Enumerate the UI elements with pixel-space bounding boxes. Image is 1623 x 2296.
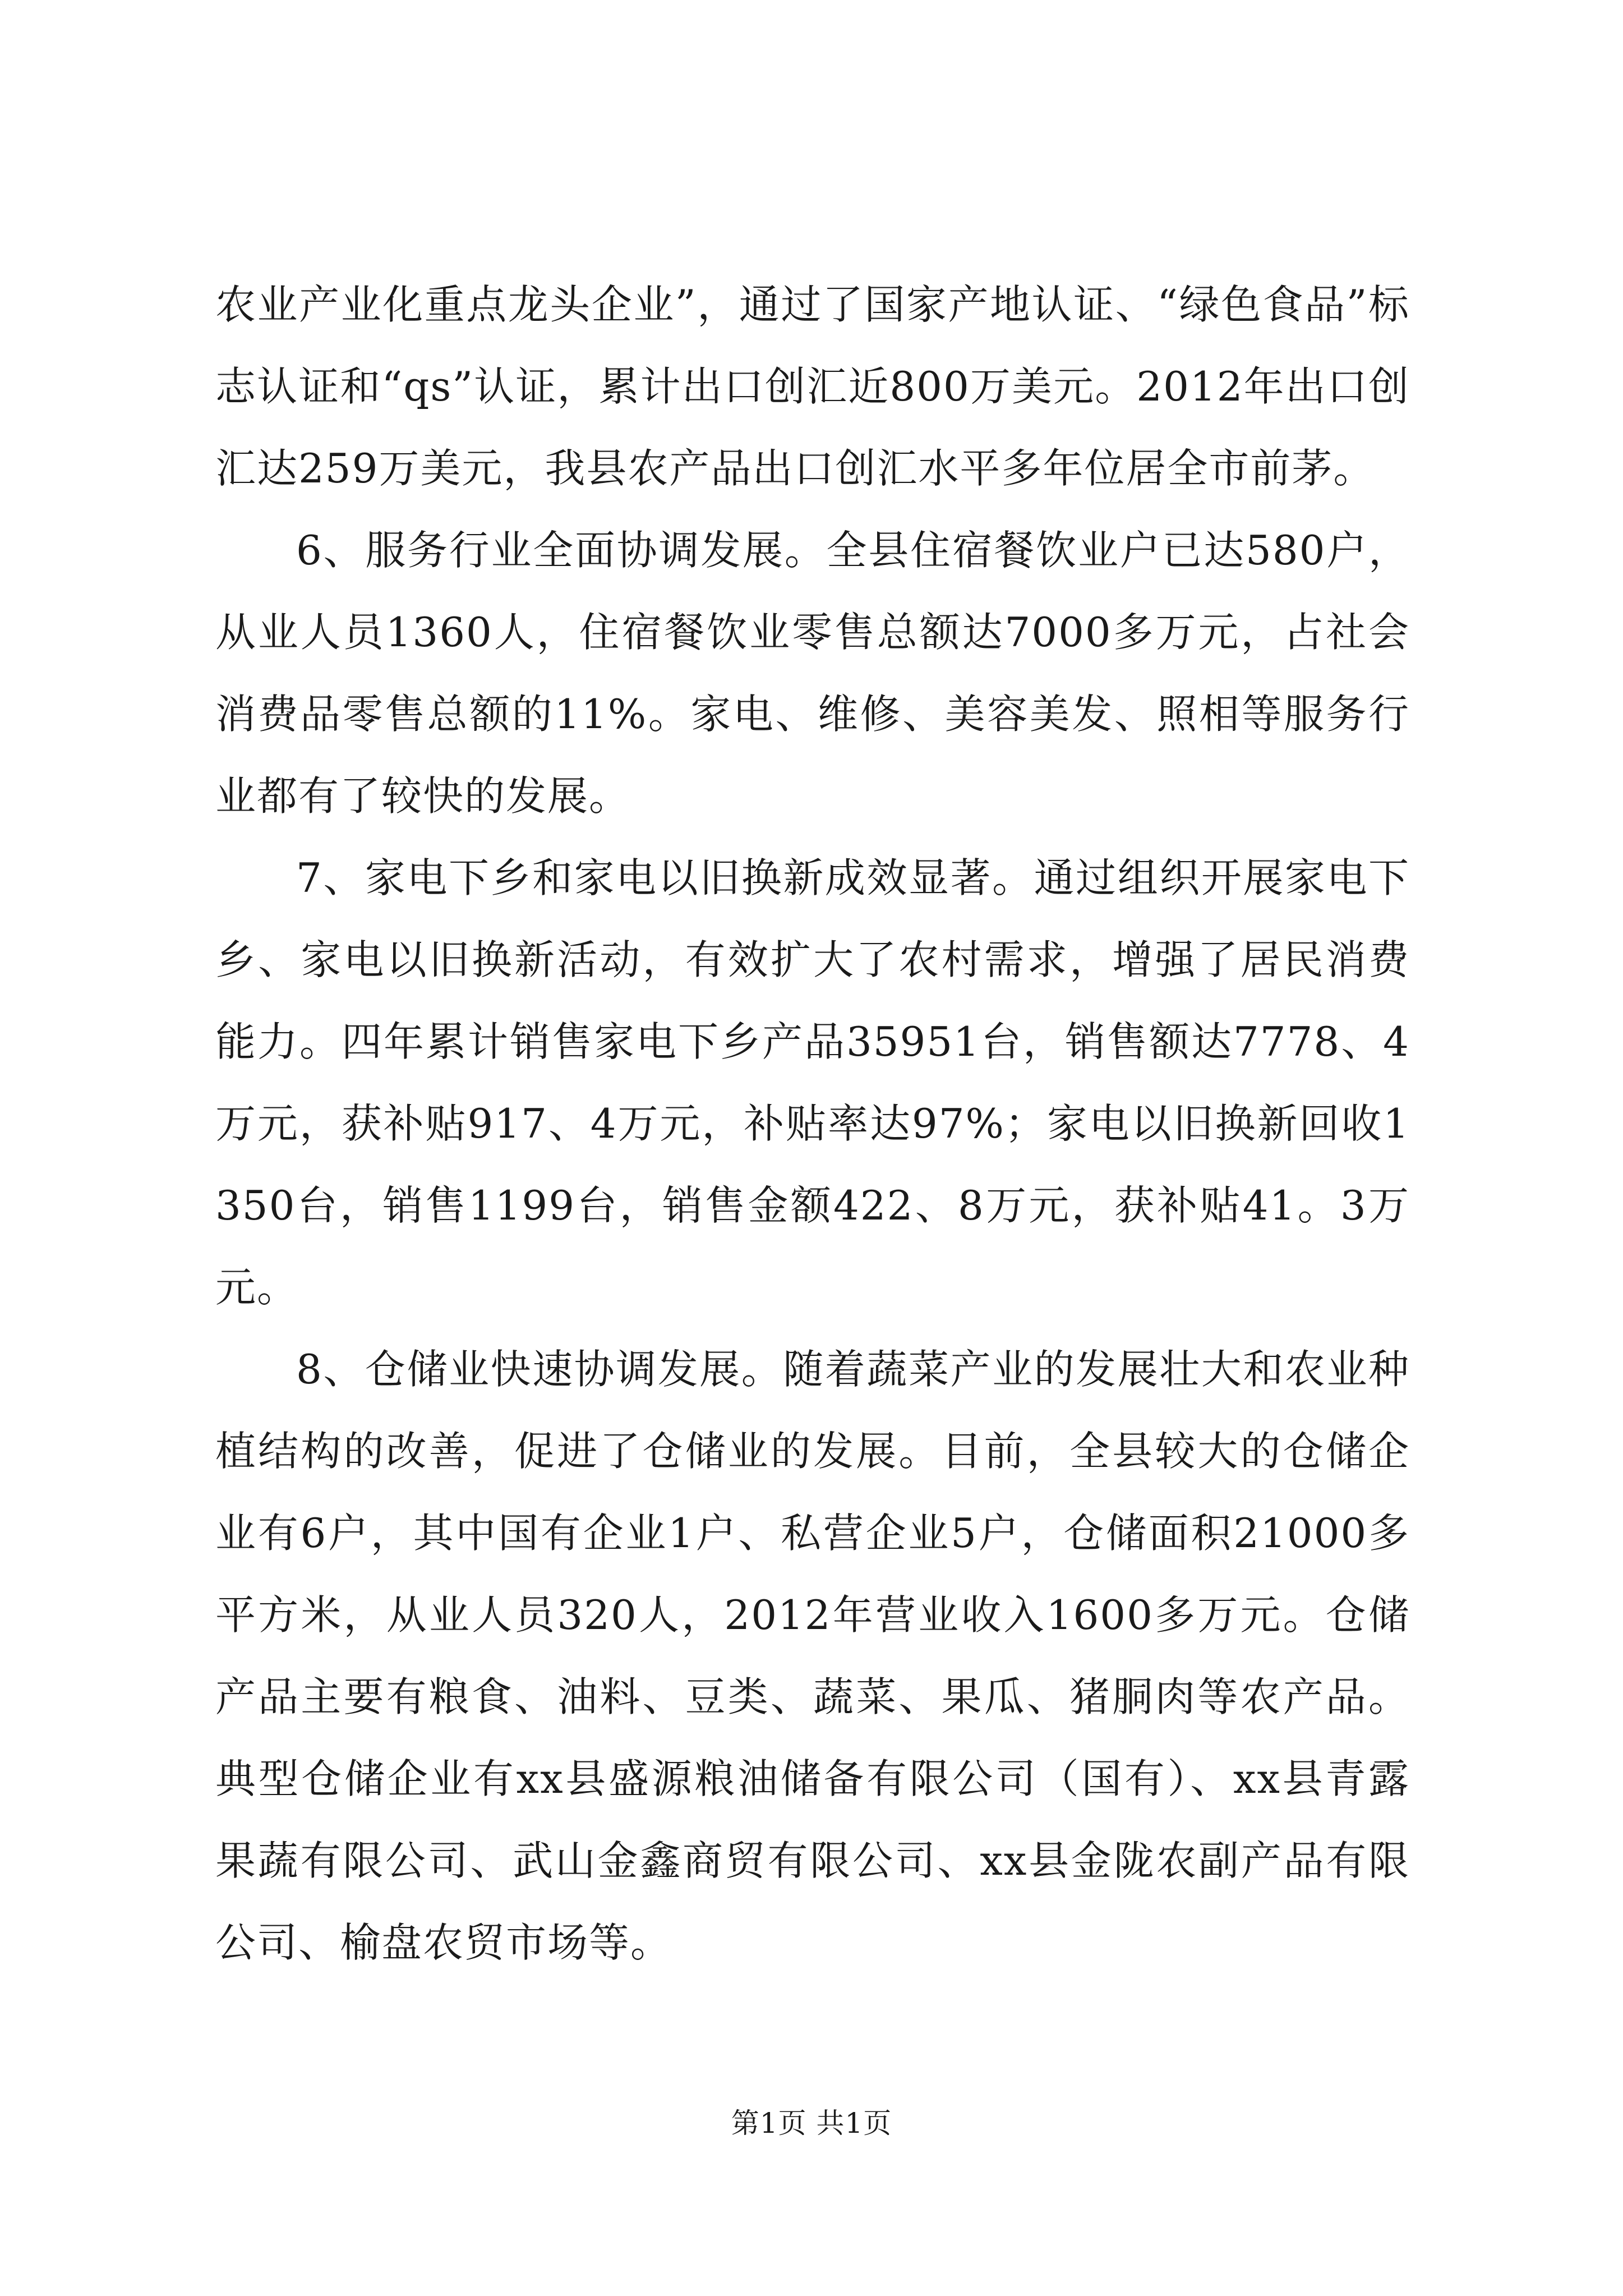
document-body (215, 264, 1410, 1984)
paragraph-1: 农业产业化重点龙头企业”，通过了国家产地认证、“绿色食品”标志认证和“qs”认证，累计出口创汇近800万美元。2012年出口创汇达259万美元，我县农产品出口创汇水平多年位居全市前茅。 (215, 281, 1410, 492)
page-footer: 第1页 共1页 (731, 2107, 892, 2139)
paragraph-3: 7、家电下乡和家电以旧换新成效显著。通过组织开展家电下乡、家电以旧换新活动，有效扩大了农村需求，增强了居民消费能力。四年累计销售家电下乡产品35951台，销售额达7778、4万元，获补贴917、4万元，补贴率达97%；家电以旧换新回收1350台，销售1199台，销售金额422、8万元，获补贴41。3万元。 (215, 854, 1410, 1311)
paragraph-2: 6、服务行业全面协调发展。全县住宿餐饮业户已达580户，从业人员1360人，住宿餐饮业零售总额达7000多万元，占社会消费品零售总额的11%。家电、维修、美容美发、照相等服务行业都有了较快的发展。 (215, 527, 1410, 820)
paragraph-4: 8、仓储业快速协调发展。随着蔬菜产业的发展壮大和农业种植结构的改善，促进了仓储业的发展。目前，全县较大的仓储企业有6户，其中国有企业1户、私营企业5户，仓储面积21000多平方米，从业人员320人，2012年营业收入1600多万元。仓储产品主要有粮食、油料、豆类、蔬菜、果瓜、猪胴肉等农产品。典型仓储企业有xx县盛源粮油储备有限公司（国有）、xx县青露果蔬有限公司、武山金鑫商贸有限公司、xx县金陇农副产品有限公司、榆盘农贸市场等。 (215, 1346, 1410, 1966)
